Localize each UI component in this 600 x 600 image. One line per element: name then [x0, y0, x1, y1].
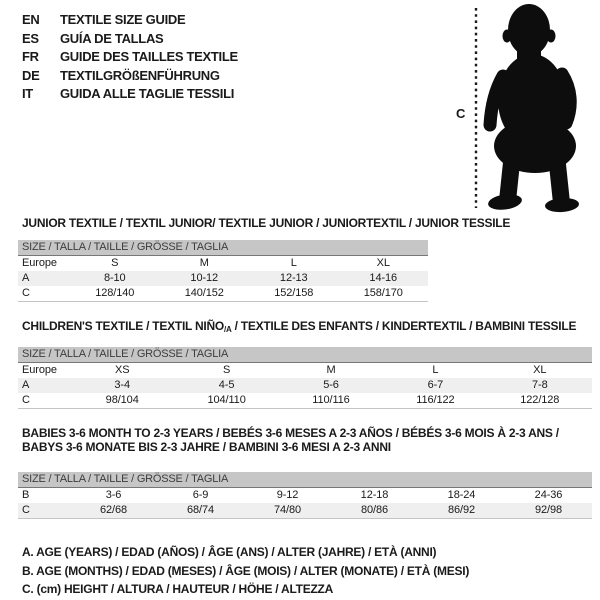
language-code: ES [22, 30, 39, 46]
table-row [18, 488, 592, 503]
table-row [18, 503, 592, 518]
row-value: 80/86 [360, 504, 389, 516]
language-row [22, 48, 238, 67]
size-table [18, 472, 592, 519]
legend-note: B. AGE (MONTHS) / EDAD (MESES) / ÂGE (MOIS) / ALTER (MONATE) / ETÀ (MESI) [22, 563, 470, 578]
row-value: S [222, 364, 231, 376]
language-code: DE [22, 67, 40, 83]
row-value: 158/170 [363, 287, 403, 299]
section-title-text: CHILDREN'S TEXTILE / TEXTIL NIÑO [22, 319, 224, 333]
row-value: L [432, 364, 439, 376]
language-list [22, 11, 238, 104]
row-value: 14-16 [369, 272, 398, 284]
table-row [18, 393, 592, 408]
row-value: XS [114, 364, 130, 376]
section-title [22, 216, 592, 230]
table-row [18, 363, 592, 378]
row-value: 18-24 [447, 489, 476, 501]
figure-height-label: C [456, 106, 466, 121]
row-value: 152/158 [274, 287, 314, 299]
row-value: M [326, 364, 336, 376]
size-table [18, 347, 592, 409]
legend-note: A. AGE (YEARS) / EDAD (AÑOS) / ÂGE (ANS) / ALTER (JAHRE) / ETÀ (ANNI) [22, 545, 437, 559]
size-guide-section [18, 426, 592, 519]
section-title [22, 319, 592, 337]
baby-figure [445, 0, 600, 220]
table-row [18, 286, 428, 301]
language-row [22, 30, 238, 49]
size-tables-content [18, 216, 592, 599]
row-label: C [22, 287, 30, 299]
row-value: M [199, 257, 209, 269]
section-title-text: BABYS 3-6 MONATE BIS 2-3 JAHRE / BAMBINI 3-6 MESI A 2-3 ANNI [22, 440, 391, 454]
row-value: 110/116 [312, 394, 350, 406]
section-title-text: BABIES 3-6 MONTH TO 2-3 YEARS / BEBÉS 3-6 MESES A 2-3 AÑOS / BÉBÉS 3-6 MOIS À 2-3 ANS / [22, 426, 559, 440]
section-title [22, 440, 592, 454]
row-label: A [22, 379, 30, 391]
language-title: GUIDA ALLE TAGLIE TESSILI [60, 86, 235, 101]
section-title-subscript: /A [223, 325, 232, 334]
row-value: 98/104 [105, 394, 139, 406]
row-value: 5-6 [323, 379, 339, 391]
row-label: Europe [22, 364, 57, 376]
table-row [18, 271, 428, 286]
language-title: GUIDE DES TAILLES TEXTILE [60, 49, 238, 64]
row-value: XL [533, 364, 547, 376]
language-row [22, 67, 238, 86]
row-value: 62/68 [99, 504, 128, 516]
language-row [22, 11, 238, 30]
size-guide-section [18, 319, 592, 409]
baby-silhouette-icon [445, 0, 600, 220]
row-value: 3-6 [105, 489, 122, 501]
language-title: TEXTILGRÖßENFÜHRUNG [60, 67, 220, 83]
language-title: GUÍA DE TALLAS [60, 30, 164, 46]
row-value: 104/110 [207, 394, 246, 406]
section-title [22, 426, 592, 440]
size-table-header: SIZE / TALLA / TAILLE / GRÖSSE / TAGLIA [18, 347, 592, 363]
row-value: 12-18 [360, 489, 389, 501]
row-value: 8-10 [103, 272, 126, 284]
language-title: TEXTILE SIZE GUIDE [60, 12, 186, 27]
row-label: A [22, 272, 30, 284]
row-value: 86/92 [447, 504, 476, 516]
size-table-header: SIZE / TALLA / TAILLE / GRÖSSE / TAGLIA [18, 240, 428, 256]
row-value: 122/128 [520, 394, 560, 406]
row-value: 4-5 [218, 379, 235, 391]
row-value: 116/122 [416, 394, 455, 406]
row-value: 7-8 [531, 379, 548, 391]
row-value: 12-13 [279, 272, 308, 284]
row-value: 140/152 [184, 287, 224, 299]
language-code: EN [22, 12, 40, 27]
row-label: Europe [22, 257, 57, 269]
row-value: 68/74 [186, 504, 215, 516]
row-value: XL [376, 257, 390, 269]
row-value: 10-12 [190, 272, 219, 284]
row-value: 3-4 [114, 379, 130, 391]
row-label: C [22, 504, 30, 516]
section-title-text: JUNIOR TEXTILE / TEXTIL JUNIOR/ TEXTILE JUNIOR / JUNIORTEXTIL / JUNIOR TESSILE [22, 216, 511, 230]
language-code: FR [22, 49, 39, 64]
legend-note: C. (cm) HEIGHT / ALTURA / HAUTEUR / HÖHE / ALTEZZA [22, 582, 334, 596]
row-value: 6-7 [427, 379, 444, 391]
row-value: 74/80 [273, 504, 302, 516]
row-value: L [290, 257, 297, 269]
legend-notes [22, 543, 592, 599]
size-guide-section [18, 216, 592, 302]
row-value: 128/140 [95, 287, 135, 299]
section-title-text: / TEXTILE DES ENFANTS / KINDERTEXTIL / BAMBINI TESSILE [231, 319, 577, 333]
language-row [22, 85, 238, 104]
size-table-header: SIZE / TALLA / TAILLE / GRÖSSE / TAGLIA [18, 472, 592, 488]
row-value: 92/98 [534, 504, 563, 516]
size-table [18, 240, 428, 302]
row-value: 24-36 [534, 489, 563, 501]
row-value: 6-9 [192, 489, 209, 501]
table-row [18, 256, 428, 271]
row-value: 9-12 [276, 489, 299, 501]
table-row [18, 378, 592, 393]
row-label: C [22, 394, 30, 406]
language-code: IT [22, 86, 33, 101]
row-value: S [111, 257, 119, 269]
row-label: B [22, 489, 30, 501]
